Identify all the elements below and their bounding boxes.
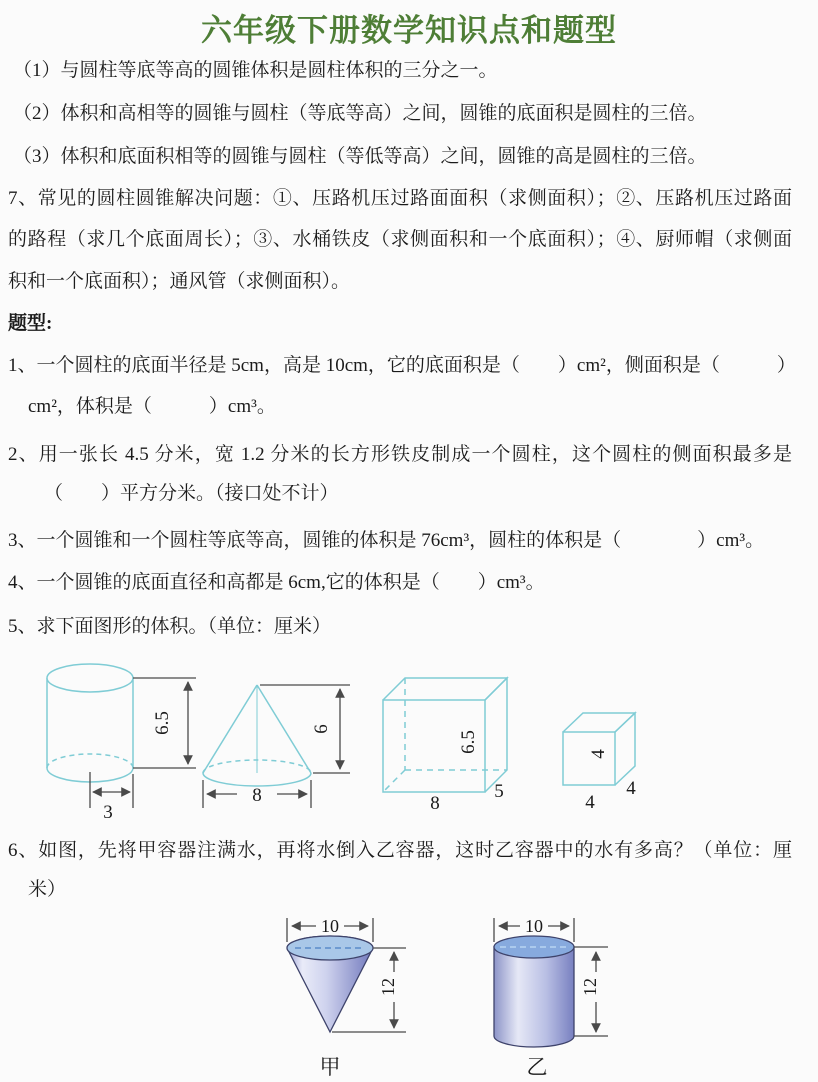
jia-diameter-label: 10 bbox=[321, 916, 339, 936]
cylinder-radius-label: 3 bbox=[103, 802, 113, 823]
jia-figure-label: 甲 bbox=[319, 1055, 341, 1079]
page-title: 六年级下册数学知识点和题型 bbox=[201, 13, 617, 48]
cylinder-figure bbox=[47, 664, 133, 782]
cube-edge-side-label: 4 bbox=[588, 749, 609, 759]
point7-line-1: 7、常见的圆柱圆锥解决问题：①、压路机压过路面面积（求侧面积）；②、压路机压过路面 bbox=[8, 188, 792, 209]
question-2-line-2: （ ）平方分米。（接口处不计） bbox=[44, 483, 339, 504]
yi-diameter-label: 10 bbox=[525, 916, 543, 936]
point7-line-2: 的路程（求几个底面周长）；③、水桶铁皮（求侧面积和一个底面积）；④、厨师帽（求侧面 bbox=[8, 229, 792, 250]
question-6-line-2: 米） bbox=[28, 879, 67, 900]
knowledge-point-3: （3）体积和底面积相等的圆锥与圆柱（等低等高）之间，圆锥的高是圆柱的三倍。 bbox=[13, 146, 707, 167]
question-6-line-1: 6、如图，先将甲容器注满水，再将水倒入乙容器，这时乙容器中的水有多高？（单位：厘 bbox=[8, 840, 792, 861]
cone-dimensions bbox=[203, 685, 350, 808]
question-1-line-2: cm²，体积是（ ）cm³。 bbox=[28, 396, 276, 417]
yi-cylinder-figure bbox=[494, 936, 574, 1047]
yi-height-label: 12 bbox=[580, 978, 600, 996]
section-heading: 题型: bbox=[8, 313, 53, 334]
cube-figure bbox=[563, 713, 635, 785]
knowledge-point-1: （1）与圆柱等底等高的圆锥体积是圆柱体积的三分之一。 bbox=[13, 60, 498, 81]
q6-figures bbox=[0, 906, 818, 1082]
cone-figure bbox=[203, 685, 311, 786]
cuboid-length-label: 8 bbox=[430, 793, 440, 814]
cylinder-height-label: 6.5 bbox=[152, 711, 173, 735]
yi-figure-label: 乙 bbox=[526, 1055, 548, 1079]
cube-edge-right-label: 4 bbox=[626, 778, 636, 799]
cube-edge-front-label: 4 bbox=[585, 792, 595, 813]
cuboid-height-label: 6.5 bbox=[458, 730, 479, 754]
cone-base-label: 8 bbox=[252, 785, 262, 806]
cylinder-dimensions bbox=[90, 678, 196, 808]
cone-height-label: 6 bbox=[311, 724, 332, 734]
jia-height-label: 12 bbox=[378, 978, 398, 996]
knowledge-point-2: （2）体积和高相等的圆锥与圆柱（等底等高）之间，圆锥的底面积是圆柱的三倍。 bbox=[13, 103, 707, 124]
question-1-line-1: 1、一个圆柱的底面半径是 5cm，高是 10cm，它的底面积是（ ）cm²，侧面积是（ ） bbox=[8, 355, 796, 376]
question-4: 4、一个圆锥的底面直径和高都是 6cm,它的体积是（ ）cm³。 bbox=[8, 572, 545, 593]
question-2-line-1: 2、用一张长 4.5 分米，宽 1.2 分米的长方形铁皮制成一个圆柱，这个圆柱的侧面积最多是 bbox=[8, 444, 792, 465]
point7-line-3: 积和一个底面积）；通风管（求侧面积）。 bbox=[8, 271, 351, 292]
cuboid-figure bbox=[383, 678, 507, 792]
question-5: 5、求下面图形的体积。（单位：厘米） bbox=[8, 616, 332, 637]
jia-cone-figure bbox=[287, 936, 373, 1032]
q5-figures bbox=[0, 650, 818, 828]
cuboid-width-label: 5 bbox=[494, 781, 504, 802]
question-3: 3、一个圆锥和一个圆柱等底等高，圆锥的体积是 76cm³，圆柱的体积是（ ）cm³。 bbox=[8, 530, 765, 551]
